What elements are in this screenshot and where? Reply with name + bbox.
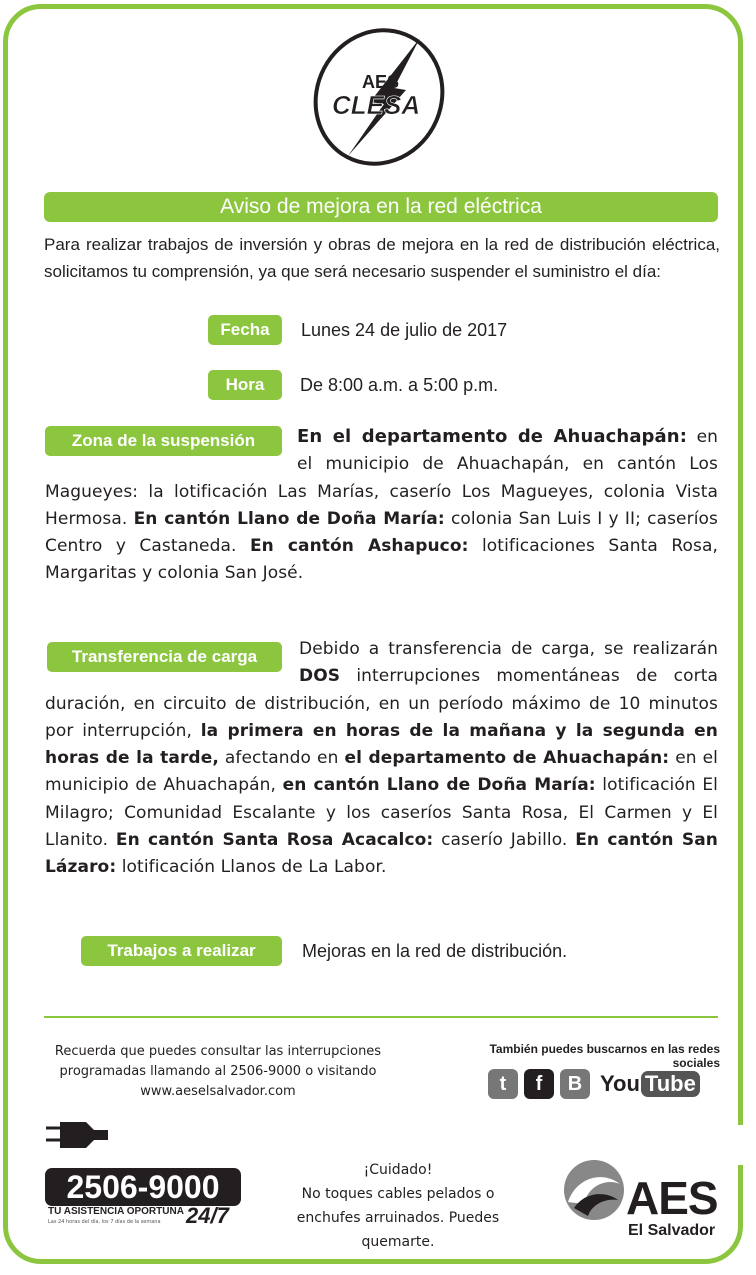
fecha-value: Lunes 24 de julio de 2017 <box>301 320 508 340</box>
blogger-icon[interactable]: B <box>560 1069 590 1099</box>
twitter-icon[interactable]: t <box>488 1069 518 1099</box>
phone-247: 24/7 <box>186 1203 229 1228</box>
aes-brand: AES <box>626 1172 718 1224</box>
phone-number[interactable]: 2506-9000 <box>45 1168 241 1206</box>
zona-text: En el departamento de Ahuachapán: en el municipio de Ahuachapán, en cantón Los Magueyes: la lotificación Las Marías, caserío Los Magueyes, colonia Vista Hermosa. En cantón Llano de Doña María: colonia San Luis I y II; caseríos Centro y Castaneda. En cantón Ashapuco: lotificaciones Santa Rosa, Margaritas y colonia San José. <box>45 426 719 584</box>
caution-text: ¡Cuidado! No toques cables pelados o enchufes arruinados. Puedes quemarte. <box>296 1162 500 1250</box>
youtube-icon[interactable]: You Tube <box>600 1071 700 1097</box>
trabajos-label: Trabajos a realizar <box>81 936 282 966</box>
plug-icon <box>44 1118 114 1152</box>
aes-brand-sub: El Salvador <box>628 1222 716 1239</box>
zona-dept: En el departamento de Ahuachapán: <box>297 426 688 447</box>
intro-text: Para realizar trabajos de inversión y obras de mejora en la red de distribución eléctrica, solicitamos tu comprensión, ya que será necesario suspender el suministro el día: <box>44 235 720 281</box>
frame-gap <box>736 1125 756 1165</box>
social-title: También puedes buscarnos en las redes sociales <box>489 1042 720 1070</box>
website-link[interactable]: www.aeselsalvador.com <box>140 1084 296 1099</box>
logo-clesa-text: CLESA <box>332 90 421 120</box>
phone-tagline: TU ASISTENCIA OPORTUNA <box>48 1206 184 1217</box>
logo-aes-text: AES <box>362 72 400 92</box>
notice-title: Aviso de mejora en la red eléctrica <box>44 192 718 222</box>
social-icons <box>488 1067 700 1101</box>
aes-clesa-logo <box>308 28 450 170</box>
trabajos-value: Mejoras en la red de distribución. <box>302 941 568 961</box>
transferencia-label: Transferencia de carga <box>47 642 282 672</box>
hora-label: Hora <box>208 370 282 400</box>
hora-value: De 8:00 a.m. a 5:00 p.m. <box>300 375 499 395</box>
fecha-label: Fecha <box>208 315 282 345</box>
consult-text: Recuerda que puedes consultar las interrupciones programadas llamando al 2506-9000 o visitando www.aeselsalvador.com <box>40 1042 396 1102</box>
phone-small-text: Las 24 horas del día, los 7 días de la semana <box>48 1219 161 1225</box>
zona-label: Zona de la suspensión <box>45 426 282 456</box>
transferencia-text: Debido a transferencia de carga, se realizarán DOS interrupciones momentáneas de corta duración, en circuito de distribución, en un período máximo de 10 minutos por interrupción, la primera en horas de la mañana y la segunda en horas de la tarde, afectando en el departamento de Ahuachapán: en el municipio de Ahuachapán, en cantón Llano de Doña María: lotificación El Milagro; Comunidad Escalante y los caseríos Santa Rosa, El Carmen y El Llanito. En cantón Santa Rosa Acacalco: caserío Jabillo. En cantón San Lázaro: lotificación Llanos de La Labor. <box>45 639 719 878</box>
footer-divider <box>44 1016 718 1018</box>
facebook-icon[interactable]: f <box>524 1069 554 1099</box>
